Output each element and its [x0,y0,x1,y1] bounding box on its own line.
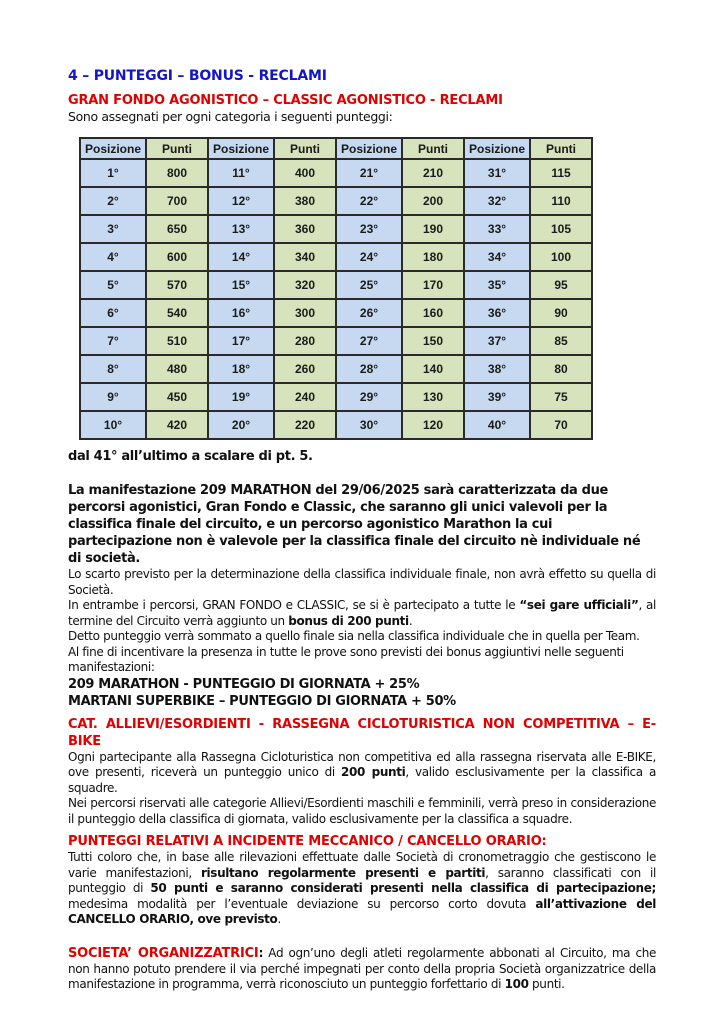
marathon-paragraph: La manifestazione 209 MARATHON del 29/06/2025 sarà caratterizzata da due percorsi agonistici, Gran Fondo e Classic, che saranno gli unici valevoli per la classifica finale del circuito, e un percorso agonistico Marathon la cui partecipazione non è valevole per la classifica finale del circuito nè individuale né di società. [68,483,641,566]
points-cell: 100 [530,243,592,271]
points-cell: 115 [530,159,592,187]
points-cell: 540 [146,299,208,327]
points-cell: 190 [402,215,464,243]
position-cell: 25° [336,271,402,299]
table-row [80,383,592,411]
table-row [80,299,592,327]
points-cell: 400 [274,159,336,187]
position-cell: 13° [208,215,274,243]
header-posizione: Posizione [464,138,530,159]
points-cell: 210 [402,159,464,187]
position-cell: 19° [208,383,274,411]
points-cell: 600 [146,243,208,271]
position-cell: 39° [464,383,530,411]
gran-fondo-intro: Sono assegnati per ogni categoria i seguenti punteggi: [68,109,393,124]
position-cell: 15° [208,271,274,299]
text-run: , valido esclusivamente per la classifica a squadre. [68,765,656,795]
position-cell: 14° [208,243,274,271]
position-cell: 17° [208,327,274,355]
position-cell: 18° [208,355,274,383]
position-cell: 1° [80,159,146,187]
table-row [80,215,592,243]
text-run: punti. [528,977,565,991]
position-cell: 5° [80,271,146,299]
points-cell: 510 [146,327,208,355]
societa-heading: SOCIETA’ ORGANIZZATRICI [68,945,259,961]
position-cell: 27° [336,327,402,355]
score-table-header-row [80,138,592,159]
points-cell: 140 [402,355,464,383]
position-cell: 6° [80,299,146,327]
text-run: In entrambe i percorsi, GRAN FONDO e CLASSIC, se si è partecipato a tutte le [68,598,520,612]
position-cell: 21° [336,159,402,187]
position-cell: 37° [464,327,530,355]
header-punti: Punti [530,138,592,159]
table-row [80,327,592,355]
header-posizione: Posizione [336,138,402,159]
points-cell: 70 [530,411,592,439]
points-cell: 180 [402,243,464,271]
position-cell: 20° [208,411,274,439]
points-cell: 360 [274,215,336,243]
gran-fondo-heading: GRAN FONDO AGONISTICO – CLASSIC AGONISTICO - RECLAMI [68,93,503,108]
table-row [80,187,592,215]
incidente-heading: PUNTEGGI RELATIVI A INCIDENTE MECCANICO / CANCELLO ORARIO: [68,834,547,849]
position-cell: 31° [464,159,530,187]
points-cell: 95 [530,271,592,299]
points-cell: 480 [146,355,208,383]
allievi-paragraph-1 [68,750,656,797]
points-cell: 650 [146,215,208,243]
position-cell: 22° [336,187,402,215]
points-cell: 130 [402,383,464,411]
position-cell: 11° [208,159,274,187]
table-row [80,243,592,271]
score-table [79,137,593,440]
table-row [80,355,592,383]
position-cell: 16° [208,299,274,327]
bold-run: 100 [504,977,529,991]
position-cell: 35° [464,271,530,299]
position-cell: 2° [80,187,146,215]
position-cell: 26° [336,299,402,327]
position-cell: 24° [336,243,402,271]
points-cell: 105 [530,215,592,243]
position-cell: 8° [80,355,146,383]
societa-paragraph [68,945,656,993]
points-cell: 110 [530,187,592,215]
points-cell: 280 [274,327,336,355]
header-punti: Punti [402,138,464,159]
points-cell: 150 [402,327,464,355]
score-table-body [80,159,592,439]
position-cell: 29° [336,383,402,411]
bold-run: 200 punti [341,765,406,779]
text-run: Tutti coloro che, in base alle rilevazioni effettuate dalle Società di cronometraggio che gestiscono le varie manifestazioni, [68,850,656,880]
position-cell: 3° [80,215,146,243]
bold-run: bonus di 200 punti [288,613,409,628]
text-run: Ogni partecipante alla Rassegna Cicloturistica non competitiva ed alla rassegna riservata alle E-BIKE, ove presenti, riceverà un punteggio unico di [68,749,656,779]
table-row [80,159,592,187]
points-cell: 75 [530,383,592,411]
position-cell: 12° [208,187,274,215]
position-cell: 23° [336,215,402,243]
points-cell: 340 [274,243,336,271]
bold-run: “sei gare ufficiali” [519,598,639,612]
table-row [80,411,592,439]
position-cell: 28° [336,355,402,383]
header-punti: Punti [146,138,208,159]
points-cell: 700 [146,187,208,215]
position-cell: 10° [80,411,146,439]
points-cell: 220 [274,411,336,439]
table-row [80,271,592,299]
text-run: , saranno classificati con il punteggio di [68,865,656,895]
score-footnote: dal 41° all’ultimo a scalare di pt. 5. [68,449,313,464]
incentive-paragraph: Al fine di incentivare la presenza in tutte le prove sono previsti dei bonus aggiuntivi nelle seguenti manifestazioni: [68,644,624,674]
points-cell: 200 [402,187,464,215]
position-cell: 36° [464,299,530,327]
points-cell: 90 [530,299,592,327]
allievi-paragraph-2: Nei percorsi riservati alle categorie Allievi/Esordienti maschili e femminili, verrà preso in considerazione il punteggio della classifica di giornata, valido esclusivamente per la classifica a squadre. [68,796,656,826]
position-cell: 33° [464,215,530,243]
text-run: . [277,912,281,926]
points-cell: 300 [274,299,336,327]
position-cell: 30° [336,411,402,439]
points-cell: 320 [274,271,336,299]
points-cell: 570 [146,271,208,299]
points-cell: 85 [530,327,592,355]
position-cell: 32° [464,187,530,215]
sum-paragraph: Detto punteggio verrà sommato a quello finale sia nella classifica individuale che in quella per Team. [68,629,640,643]
bonus-paragraph [68,598,656,629]
points-cell: 260 [274,355,336,383]
position-cell: 38° [464,355,530,383]
points-cell: 170 [402,271,464,299]
bonus-event: MARTANI SUPERBIKE – PUNTEGGIO DI GIORNATA + 50% [68,693,456,709]
incidente-paragraph [68,850,656,928]
points-cell: 120 [402,411,464,439]
points-cell: 240 [274,383,336,411]
position-cell: 9° [80,383,146,411]
points-cell: 450 [146,383,208,411]
document-page [68,66,656,125]
points-cell: 420 [146,411,208,439]
text-run: . [408,613,413,628]
bonus-event: 209 MARATHON - PUNTEGGIO DI GIORNATA + 25% [68,676,420,692]
text-run: Ad ogn’uno degli atleti regolarmente abbonati al Circuito, ma che non hanno potuto prendere il via perché impegnati per conto della propria Società organizzatrice della manifestazione in programma, verrà riconosciuto un punteggio forfettario di [68,945,656,991]
document-body [68,448,656,993]
points-cell: 80 [530,355,592,383]
header-posizione: Posizione [80,138,146,159]
points-cell: 800 [146,159,208,187]
header-posizione: Posizione [208,138,274,159]
position-cell: 34° [464,243,530,271]
position-cell: 40° [464,411,530,439]
bold-run: 50 punti e saranno considerati presenti nella classifica di partecipazione; [150,881,656,895]
header-punti: Punti [274,138,336,159]
points-cell: 380 [274,187,336,215]
section-title: 4 – PUNTEGGI – BONUS - RECLAMI [68,68,327,84]
position-cell: 4° [80,243,146,271]
position-cell: 7° [80,327,146,355]
points-cell: 160 [402,299,464,327]
allievi-heading: CAT. ALLIEVI/ESORDIENTI - RASSEGNA CICLOTURISTICA NON COMPETITIVA – E-BIKE [68,716,656,749]
bold-run: risultano regolarmente presenti e partiti [200,865,486,880]
bold-run: : [258,945,264,960]
scarto-paragraph: Lo scarto previsto per la determinazione della classifica individuale finale, non avrà effetto su quella di Società. [68,567,656,597]
bold-run: all’attivazione del CANCELLO ORARIO, ove previsto [68,896,656,926]
text-run: medesima modalità per l’eventuale deviazione su percorso corto dovuta [68,896,536,911]
text-run: , al termine del Circuito verrà aggiunto un [68,598,657,628]
